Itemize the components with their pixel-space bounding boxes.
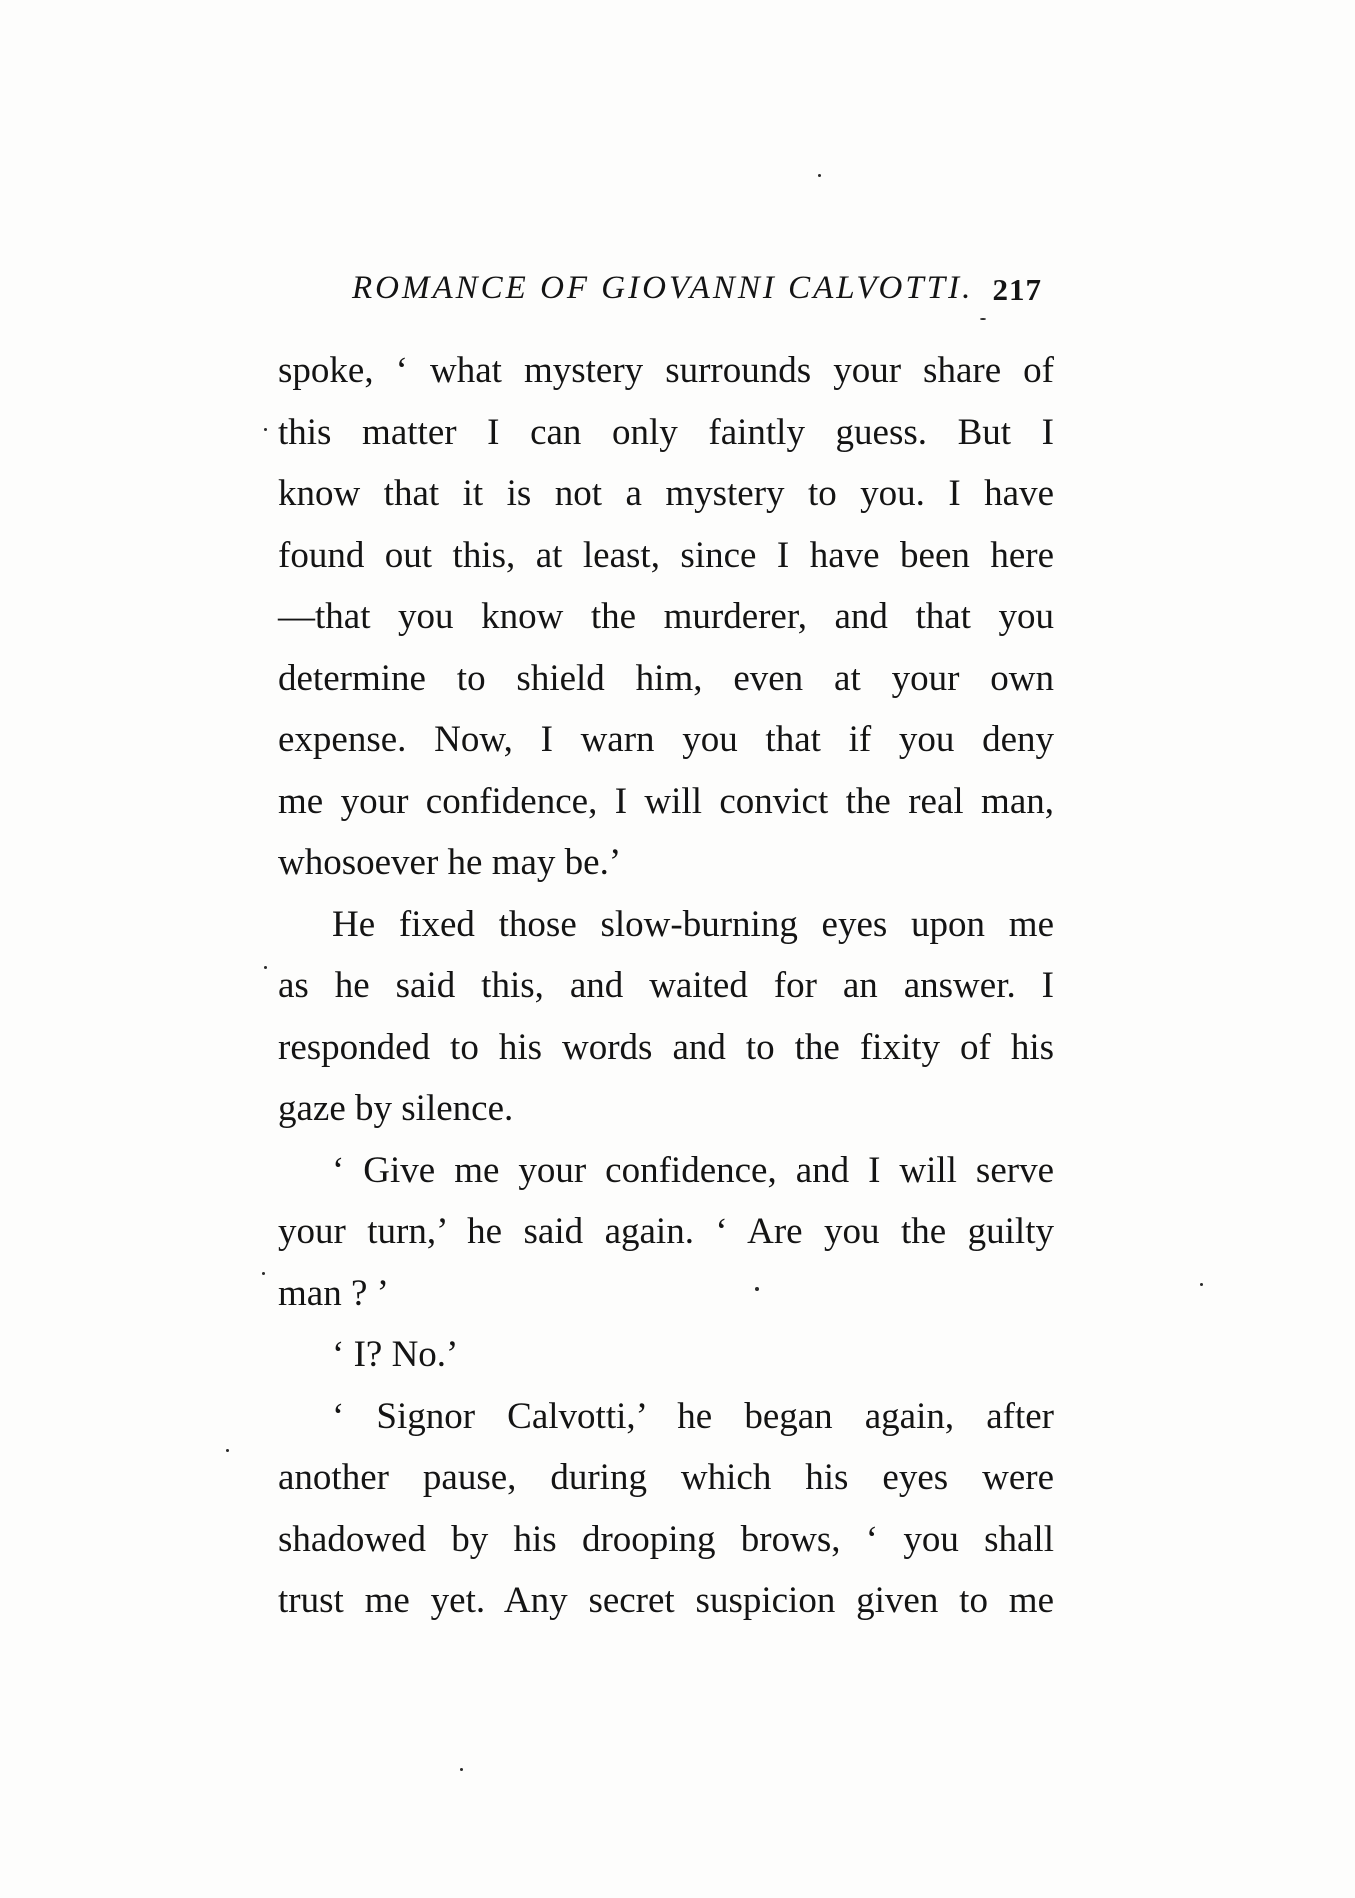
scan-speck bbox=[818, 174, 821, 177]
scan-speck bbox=[264, 428, 267, 431]
text-line: ‘ Signor Calvotti,’ he began again, after bbox=[332, 1395, 1054, 1437]
text-line: shadowed by his drooping brows, ‘ you shall bbox=[278, 1518, 1054, 1560]
text-line: another pause, during which his eyes were bbox=[278, 1457, 1054, 1498]
text-line: expense. Now, I warn you that if you deny bbox=[278, 719, 1054, 760]
text-line: gaze by silence. bbox=[278, 1088, 514, 1129]
text-line: He fixed those slow-burning eyes upon me bbox=[332, 903, 1054, 945]
text-line: responded to his words and to the fixity of his bbox=[278, 1026, 1054, 1068]
scan-speck bbox=[226, 1449, 229, 1452]
scan-speck bbox=[1200, 1283, 1203, 1286]
page-number: 217 bbox=[992, 272, 1042, 307]
running-head bbox=[352, 270, 1042, 320]
scan-speck bbox=[460, 1768, 463, 1771]
body-text bbox=[278, 340, 1054, 1632]
scan-speck bbox=[755, 1287, 759, 1291]
scan-speck bbox=[262, 1272, 265, 1275]
text-line: ‘ Give me your confidence, and I will serve bbox=[332, 1149, 1054, 1191]
text-line: —that you know the murderer, and that you bbox=[278, 596, 1054, 637]
text-line: man ? ’ bbox=[278, 1272, 389, 1314]
text-line: your turn,’ he said again. ‘ Are you the guilty bbox=[278, 1211, 1054, 1252]
text-line: know that it is not a mystery to you. I have bbox=[278, 473, 1054, 514]
text-line: as he said this, and waited for an answer. I bbox=[278, 965, 1054, 1006]
scan-speck bbox=[980, 318, 986, 320]
text-line: this matter I can only faintly guess. But I bbox=[278, 411, 1054, 453]
running-title: ROMANCE OF GIOVANNI CALVOTTI. bbox=[352, 270, 974, 306]
text-line: determine to shield him, even at your own bbox=[278, 657, 1054, 699]
text-line: ‘ I? No.’ bbox=[332, 1334, 459, 1375]
text-line: trust me yet. Any secret suspicion given to me bbox=[278, 1580, 1054, 1621]
text-line: me your confidence, I will convict the real man, bbox=[278, 780, 1054, 822]
text-line: spoke, ‘ what mystery surrounds your share of bbox=[278, 350, 1054, 391]
scan-speck bbox=[264, 966, 267, 969]
text-line: found out this, at least, since I have been here bbox=[278, 534, 1054, 576]
text-line: whosoever he may be.’ bbox=[278, 842, 622, 883]
